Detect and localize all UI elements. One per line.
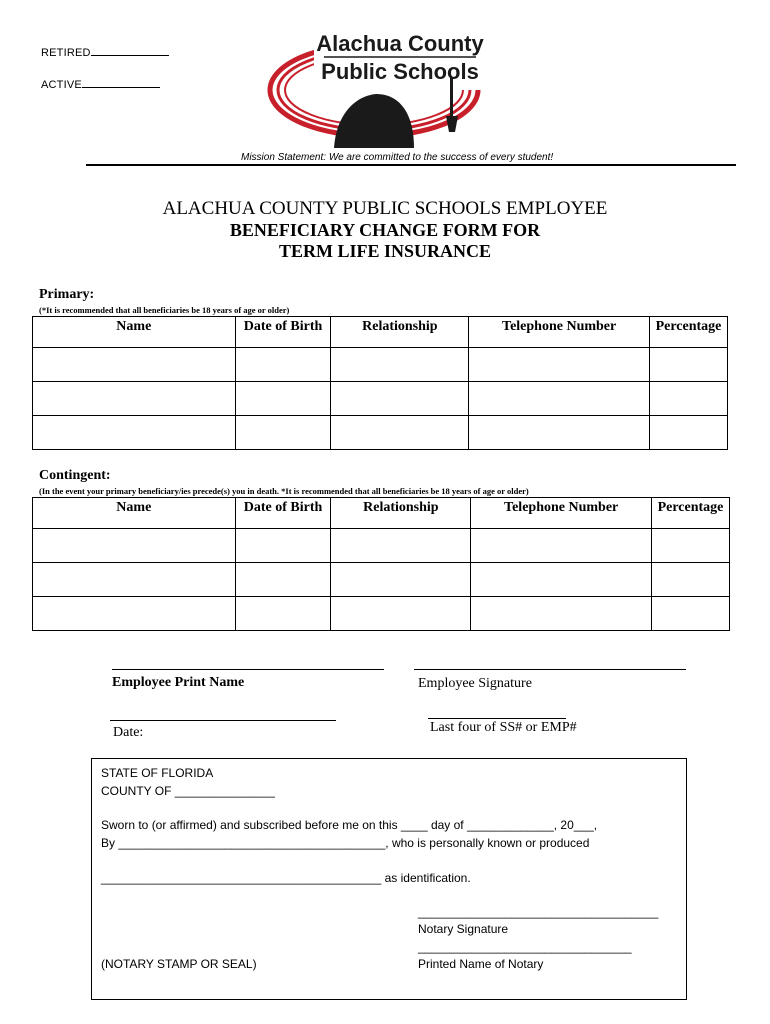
- contingent-header-telephone: Telephone Number: [471, 498, 652, 529]
- contingent-cell-percentage[interactable]: [652, 597, 730, 631]
- contingent-note: (In the event your primary beneficiary/ies precede(s) you in death. *It is recommended that all beneficiaries be 18 years of age or older): [39, 486, 529, 496]
- logo-line1: Alachua County: [316, 31, 484, 56]
- contingent-header-row: [33, 498, 730, 529]
- title-line3: TERM LIFE INSURANCE: [278, 241, 492, 261]
- signature-label: Employee Signature: [418, 676, 532, 691]
- primary-note: (*It is recommended that all beneficiaries be 18 years of age or older): [39, 305, 290, 315]
- contingent-cell-dob[interactable]: [235, 597, 331, 631]
- table-row: [33, 348, 728, 382]
- contingent-header-name: Name: [33, 498, 236, 529]
- primary-cell-dob[interactable]: [235, 416, 331, 450]
- primary-cell-telephone[interactable]: [469, 348, 650, 382]
- contingent-header-dob: Date of Birth: [235, 498, 331, 529]
- contingent-cell-dob[interactable]: [235, 529, 331, 563]
- date-line[interactable]: [110, 720, 336, 721]
- contingent-cell-telephone[interactable]: [471, 529, 652, 563]
- print-name-line[interactable]: [112, 669, 384, 670]
- primary-cell-name[interactable]: [33, 382, 236, 416]
- notary-identification[interactable]: __________________________________________ as identification.: [101, 871, 471, 885]
- contingent-cell-telephone[interactable]: [471, 597, 652, 631]
- contingent-cell-name[interactable]: [33, 597, 236, 631]
- table-row: [33, 382, 728, 416]
- primary-table: [32, 316, 728, 450]
- retired-line: [41, 45, 169, 59]
- contingent-label: Contingent:: [39, 468, 111, 483]
- notary-sworn[interactable]: Sworn to (or affirmed) and subscribed before me on this ____ day of _____________, 20___,: [101, 818, 598, 832]
- primary-cell-relationship[interactable]: [331, 416, 469, 450]
- primary-cell-dob[interactable]: [235, 382, 331, 416]
- primary-header-telephone: Telephone Number: [469, 317, 650, 348]
- ss-emp-line[interactable]: [428, 718, 566, 719]
- contingent-cell-relationship[interactable]: [331, 597, 471, 631]
- mission-statement: Mission Statement: We are committed to the success of every student!: [241, 152, 554, 163]
- retired-blank[interactable]: [91, 45, 169, 56]
- contingent-cell-name[interactable]: [33, 563, 236, 597]
- header-rule: [86, 164, 736, 166]
- primary-cell-percentage[interactable]: [649, 348, 727, 382]
- notary-printed-name-label: Printed Name of Notary: [418, 957, 544, 971]
- contingent-cell-relationship[interactable]: [331, 529, 471, 563]
- title-line1: ALACHUA COUNTY PUBLIC SCHOOLS EMPLOYEE: [162, 198, 608, 219]
- primary-label: Primary:: [39, 287, 95, 302]
- logo-line2: Public Schools: [321, 59, 479, 84]
- school-logo: [262, 24, 492, 150]
- contingent-cell-name[interactable]: [33, 529, 236, 563]
- primary-header-row: [33, 317, 728, 348]
- notary-stamp-label: (NOTARY STAMP OR SEAL): [101, 957, 257, 971]
- primary-cell-name[interactable]: [33, 416, 236, 450]
- contingent-cell-relationship[interactable]: [331, 563, 471, 597]
- notary-signature-label: Notary Signature: [418, 922, 509, 936]
- primary-cell-telephone[interactable]: [469, 416, 650, 450]
- primary-header-name: Name: [33, 317, 236, 348]
- contingent-header-relationship: Relationship: [331, 498, 471, 529]
- date-label: Date:: [113, 725, 144, 740]
- notary-county[interactable]: COUNTY OF _______________: [101, 784, 275, 798]
- table-row: [33, 416, 728, 450]
- notary-name-line[interactable]: ________________________________: [418, 940, 632, 954]
- contingent-header-percentage: Percentage: [652, 498, 730, 529]
- primary-header-dob: Date of Birth: [235, 317, 331, 348]
- contingent-table: [32, 497, 730, 631]
- primary-cell-percentage[interactable]: [649, 382, 727, 416]
- primary-header-relationship: Relationship: [331, 317, 469, 348]
- table-row: [33, 597, 730, 631]
- ss-emp-label: Last four of SS# or EMP#: [430, 720, 577, 735]
- primary-cell-dob[interactable]: [235, 348, 331, 382]
- notary-state: STATE OF FLORIDA: [101, 766, 214, 780]
- primary-cell-name[interactable]: [33, 348, 236, 382]
- active-label: ACTIVE: [41, 79, 82, 91]
- contingent-cell-telephone[interactable]: [471, 563, 652, 597]
- table-row: [33, 529, 730, 563]
- retired-label: RETIRED: [41, 47, 91, 59]
- primary-cell-percentage[interactable]: [649, 416, 727, 450]
- contingent-cell-percentage[interactable]: [652, 563, 730, 597]
- print-name-label: Employee Print Name: [112, 675, 245, 690]
- primary-cell-telephone[interactable]: [469, 382, 650, 416]
- primary-cell-relationship[interactable]: [331, 348, 469, 382]
- primary-header-percentage: Percentage: [649, 317, 727, 348]
- active-blank[interactable]: [82, 77, 160, 88]
- notary-by[interactable]: By ________________________________________, who is personally known or produced: [101, 836, 590, 850]
- active-line: [41, 77, 160, 91]
- title-line2: BENEFICIARY CHANGE FORM FOR: [229, 220, 541, 240]
- primary-cell-relationship[interactable]: [331, 382, 469, 416]
- contingent-cell-dob[interactable]: [235, 563, 331, 597]
- notary-signature-line[interactable]: ____________________________________: [418, 905, 659, 919]
- contingent-cell-percentage[interactable]: [652, 529, 730, 563]
- form-title: [0, 198, 770, 262]
- table-row: [33, 563, 730, 597]
- signature-line[interactable]: [414, 669, 686, 670]
